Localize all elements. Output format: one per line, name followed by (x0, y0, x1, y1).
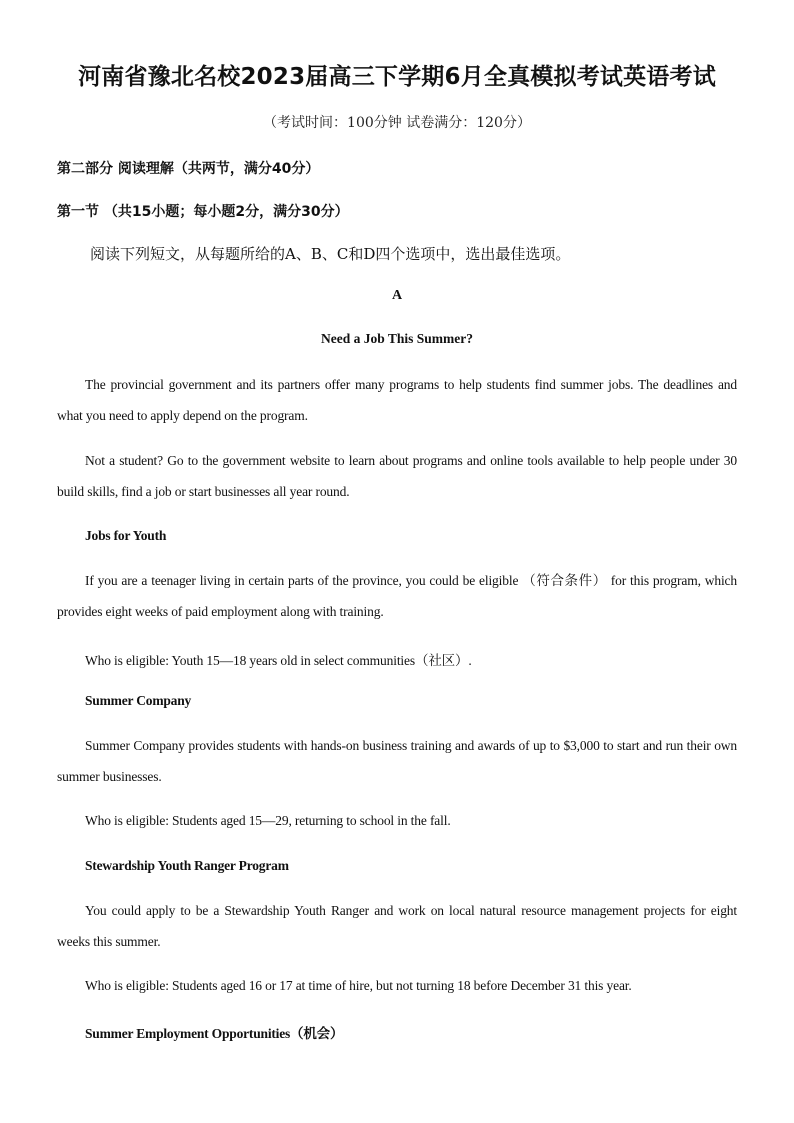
exam-subtitle: （考试时间：100分钟 试卷满分：120分） (263, 115, 531, 131)
exam-title: 河南省豫北名校2023届高三下学期6月全真模拟考试英语考试 (78, 64, 716, 90)
program-description: If you are a teenager living in certain parts of the province, you could be eligible （符合条件） for this program, which provides eight weeks of paid employment along with training. (57, 573, 737, 619)
program-heading: Summer Employment Opportunities（机会） (85, 1026, 344, 1041)
program-heading: Stewardship Youth Ranger Program (85, 858, 289, 873)
intro-paragraph-1: The provincial government and its partners offer many programs to help students find summer jobs. The deadlines and what you need to apply depend on the program. (57, 377, 737, 423)
instruction-text: 阅读下列短文，从每题所给的A、B、C和D四个选项中，选出最佳选项。 (90, 245, 571, 263)
program-description: You could apply to be a Stewardship Youth Ranger and work on local natural resource management projects for eight weeks this summer. (57, 903, 737, 949)
section-heading: 第一节 （共15小题；每小题2分，满分30分） (57, 204, 349, 220)
program-eligibility: Who is eligible: Youth 15—18 years old in select communities（社区）. (85, 653, 472, 668)
program-eligibility: Who is eligible: Students aged 16 or 17 at time of hire, but not turning 18 before December 31 this year. (85, 978, 632, 993)
program-heading: Summer Company (85, 693, 192, 708)
program-heading: Jobs for Youth (85, 528, 167, 543)
passage-title: Need a Job This Summer? (320, 331, 473, 346)
program-eligibility: Who is eligible: Students aged 15—29, returning to school in the fall. (85, 813, 451, 828)
part-heading: 第二部分 阅读理解（共两节，满分40分） (57, 161, 320, 177)
passage-letter: A (391, 288, 403, 303)
program-description: Summer Company provides students with hands-on business training and awards of up to $3,000 to start and run their own summer businesses. (57, 738, 737, 784)
intro-paragraph-2: Not a student? Go to the government website to learn about programs and online tools available to help people under 30 build skills, find a job or start businesses all year round. (57, 453, 737, 499)
